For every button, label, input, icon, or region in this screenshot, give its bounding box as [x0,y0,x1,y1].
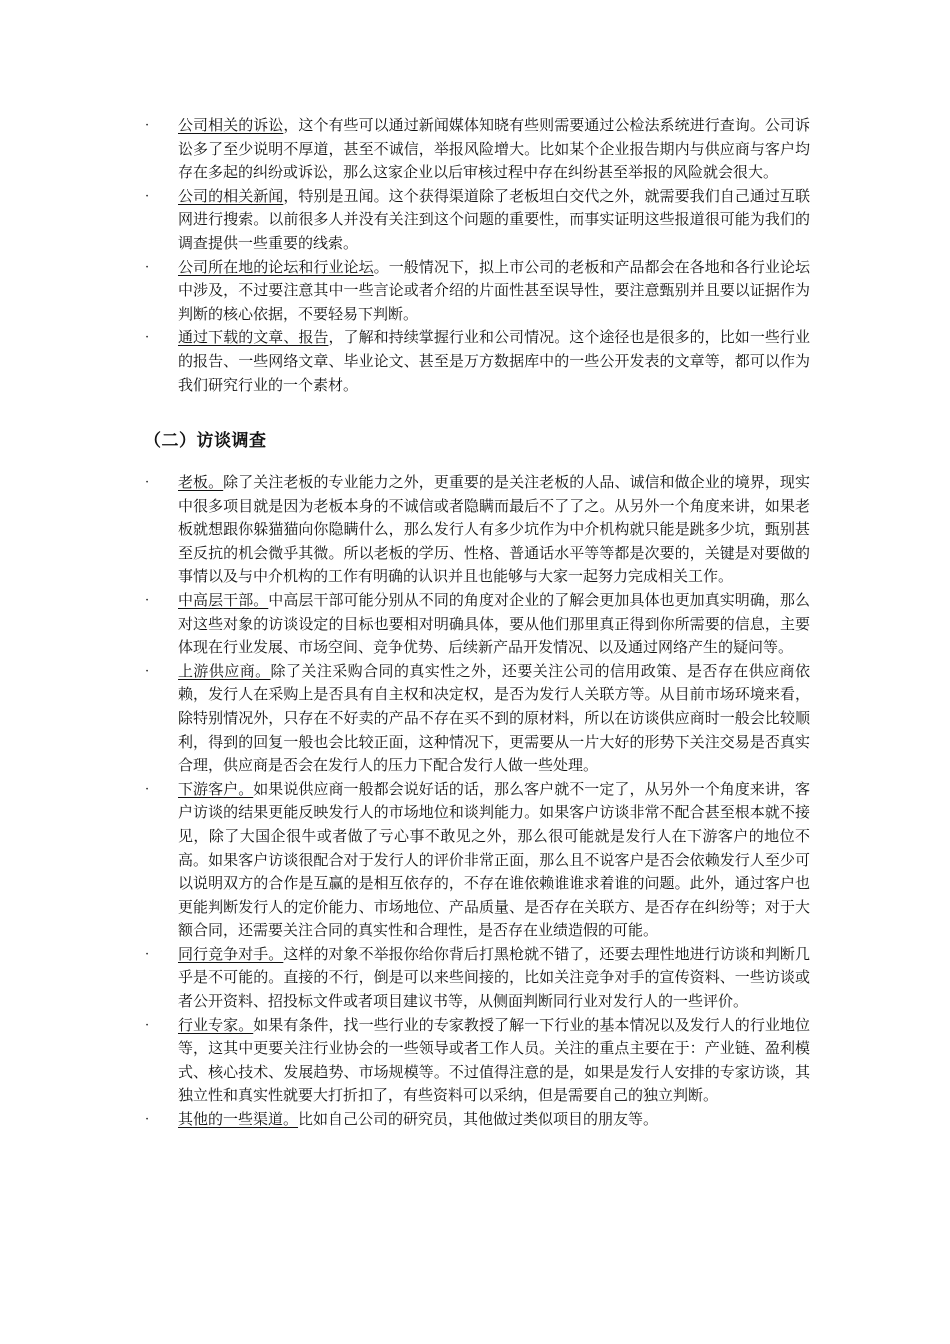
item-text: 比如自己公司的研究员，其他做过类似项目的朋友等。 [298,1110,659,1129]
bullet-icon: · [145,1112,150,1128]
item-text: 这样的对象不举报你给你背后打黑枪就不错了，还要去理性地进行访谈和判断几乎是不可能的。直接的不行，倒是可以来些间接的，比如关注竞争对手的宣传资料、一些访谈或者公开资料、招投标文件或者项目建议书等，从侧面判断同行业对发行人的一些评价。 [178,944,810,1011]
item-text: 如果说供应商一般都会说好话的话，那么客户就不一定了，从另外一个角度来讲，客户访谈的结果更能反映发行人的市场地位和谈判能力。如果客户访谈非常不配合甚至根本就不接见，除了大国企很牛或者做了亏心事不敢见之外，那么很可能就是发行人在下游客户的地位不高。如果客户访谈很配合对于发行人的评价非常正面，那么且不说客户是否会依赖发行人至少可以说明双方的合作是互赢的是相互依存的，不存在谁依赖谁谁求着谁的问题。此外，通过客户也更能判断发行人的定价能力、市场地位、产品质量、是否存在关联方、是否存在纠纷等；对于大额合同，还需要关注合同的真实性和合理性，是否存在业绩造假的可能。 [178,779,810,940]
item-lead: 中高层干部。 [178,590,269,609]
item-text: ，这个有些可以通过新闻媒体知晓有些则需要通过公检法系统进行查询。公司诉讼多了至少说明不厚道，甚至不诚信，举报风险增大。比如某个企业报告期内与供应商与客户均存在多起的纠纷或诉讼，那么这家企业以后审核过程中存在纠纷甚至举报的风险就会很大。 [178,116,810,182]
list-item [145,185,810,256]
item-lead: 公司的相关新闻 [178,186,284,205]
info-source-list [145,114,810,397]
item-text: ，了解和持续掌握行业和公司情况。这个途径也是很多的，比如一些行业的报告、一些网络文章、毕业论文、甚至是万方数据库中的一些公开发表的文章等，都可以作为我们研究行业的一个素材。 [178,328,810,394]
list-item [145,256,810,327]
item-lead: 行业专家。 [178,1015,254,1034]
bullet-icon: · [145,663,150,679]
list-item [145,1108,810,1132]
item-text: 如果有条件，找一些行业的专家教授了解一下行业的基本情况以及发行人的行业地位等，这其中更要关注行业协会的一些领导或者工作人员。关注的重点主要在于：产业链、盈利模式、核心技术、发展趋势、市场规模等。不过值得注意的是，如果是发行人安排的专家访谈，其独立性和真实性就要大打折扣了，有些资料可以采纳，但是需要自己的独立判断。 [178,1015,810,1105]
bullet-icon: · [145,259,150,275]
interview-list [145,471,810,1132]
item-lead: 公司相关的诉讼 [178,116,284,134]
item-lead: 其他的一些渠道。 [178,1110,299,1129]
list-item [145,326,810,397]
bullet-icon: · [145,946,150,962]
list-item [145,660,810,778]
bullet-icon: · [145,781,150,797]
list-item [145,471,810,589]
list-item [145,943,810,1014]
item-text: 中高层干部可能分别从不同的角度对企业的了解会更加具体也更加真实明确，那么对这些对象的访谈设定的目标也要相对明确具体，要从他们那里真正得到你所需要的信息，主要体现在行业发展、市场空间、竞争优势、后续新产品开发情况、以及通过网络产生的疑问等。 [178,590,810,657]
bullet-icon: · [145,330,150,346]
bullet-icon: · [145,475,150,490]
list-item [145,114,810,185]
item-text: 除了关注老板的专业能力之外，更重要的是关注老板的人品、诚信和做企业的境界，现实中很多项目就是因为老板本身的不诚信或者隐瞒而最后不了了之。从另外一个角度来讲，如果老板就想跟你躲猫猫向你隐瞒什么，那么发行人有多少坑作为中介机构就只能是跳多少坑，甄别甚至反抗的机会微乎其微。所以老板的学历、性格、普通话水平等等都是次要的，关键是对要做的事情以及与中介机构的工作有明确的认识并且也能够与大家一起努力完成相关工作。 [178,473,810,586]
list-item [145,1014,810,1108]
bullet-icon: · [145,118,150,133]
item-lead: 下游客户。 [178,779,254,798]
item-text: 除了关注采购合同的真实性之外，还要关注公司的信用政策、是否存在供应商依赖，发行人在采购上是否具有自主权和决定权，是否为发行人关联方等。从目前市场环境来看，除特别情况外，只存在不好卖的产品不存在买不到的原材料，所以在访谈供应商时一般会比较顺利，得到的回复一般也会比较正面，这种情况下，更需要从一片大好的形势下关注交易是否真实合理，供应商是否会在发行人的压力下配合发行人做一些处理。 [178,661,810,775]
item-lead: 通过下载的文章、报告 [178,328,329,347]
bullet-icon: · [145,1017,150,1033]
item-lead: 老板。 [178,473,224,491]
item-text: ，特别是丑闻。这个获得渠道除了老板坦白交代之外，就需要我们自己通过互联网进行搜索。以前很多人并没有关注到这个问题的重要性，而事实证明这些报道很可能为我们的调查提供一些重要的线索。 [178,186,810,252]
item-text: 。一般情况下，拟上市公司的老板和产品都会在各地和各行业论坛中涉及，不过要注意其中一些言论或者介绍的片面性甚至误导性，要注意甄别并且要以证据作为判断的核心依据，不要轻易下判断。 [178,257,810,323]
item-lead: 同行竞争对手。 [178,944,284,963]
section-heading: （二）访谈调查 [144,431,267,451]
list-item [145,589,810,660]
item-lead: 公司所在地的论坛和行业论坛 [178,257,374,276]
bullet-icon: · [145,188,150,204]
bullet-icon: · [145,592,150,608]
list-item [145,778,810,943]
item-lead: 上游供应商。 [178,661,271,680]
